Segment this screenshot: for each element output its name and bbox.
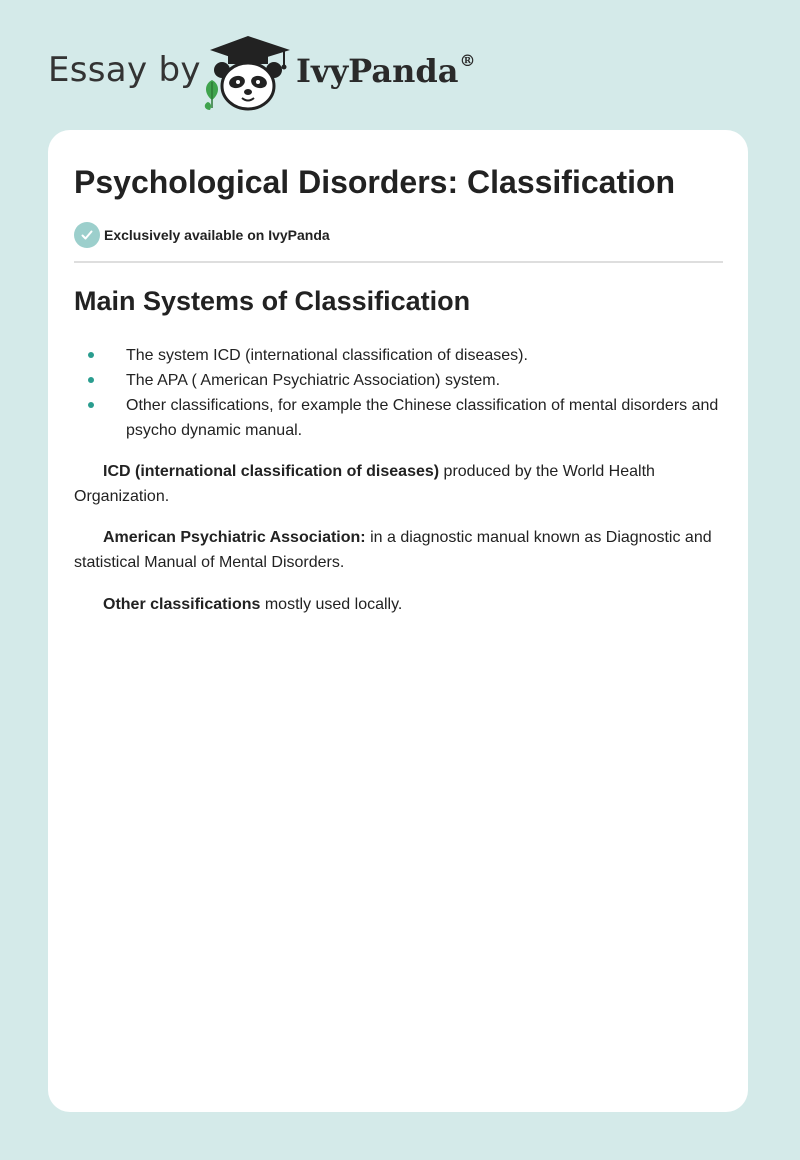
site-header [0,0,800,130]
section-heading: Main Systems of Classification [74,286,471,316]
exclusive-text: Exclusively available on IvyPanda [104,227,330,243]
article-card [48,130,748,1112]
brand-name: IvyPanda [296,52,459,90]
paragraph-icd [74,459,724,509]
page-title: Psychological Disorders: Classification [74,164,676,200]
paragraph-term: ICD (international classification of diseases) [103,463,440,480]
paragraph-text: in a diagnostic manual known as Diagnostic and statistical Manual of Mental Disorders. [74,529,712,571]
exclusive-badge [74,222,330,248]
registered-mark: ® [459,51,476,71]
paragraph-text: mostly used locally. [260,596,403,613]
paragraph-term: American Psychiatric Association: [103,529,366,546]
paragraph-other [74,592,724,617]
paragraph-term: Other classifications [103,596,261,613]
essay-by-label: Essay by [48,50,201,90]
list-item: The APA ( American Psychiatric Association) system. [74,368,724,393]
classification-list [74,343,724,443]
list-item: The system ICD (international classification of diseases). [74,343,724,368]
checkmark-icon [74,222,100,248]
panda-graduate-icon [200,36,292,112]
brand-logo[interactable] [296,52,475,90]
list-item: Other classifications, for example the Chinese classification of mental disorders and psycho dynamic manual. [74,393,724,443]
divider [74,261,723,263]
paragraph-apa [74,525,724,575]
paragraph-text: produced by the World Health Organization. [74,463,655,505]
ivy-leaf-icon [205,80,218,110]
